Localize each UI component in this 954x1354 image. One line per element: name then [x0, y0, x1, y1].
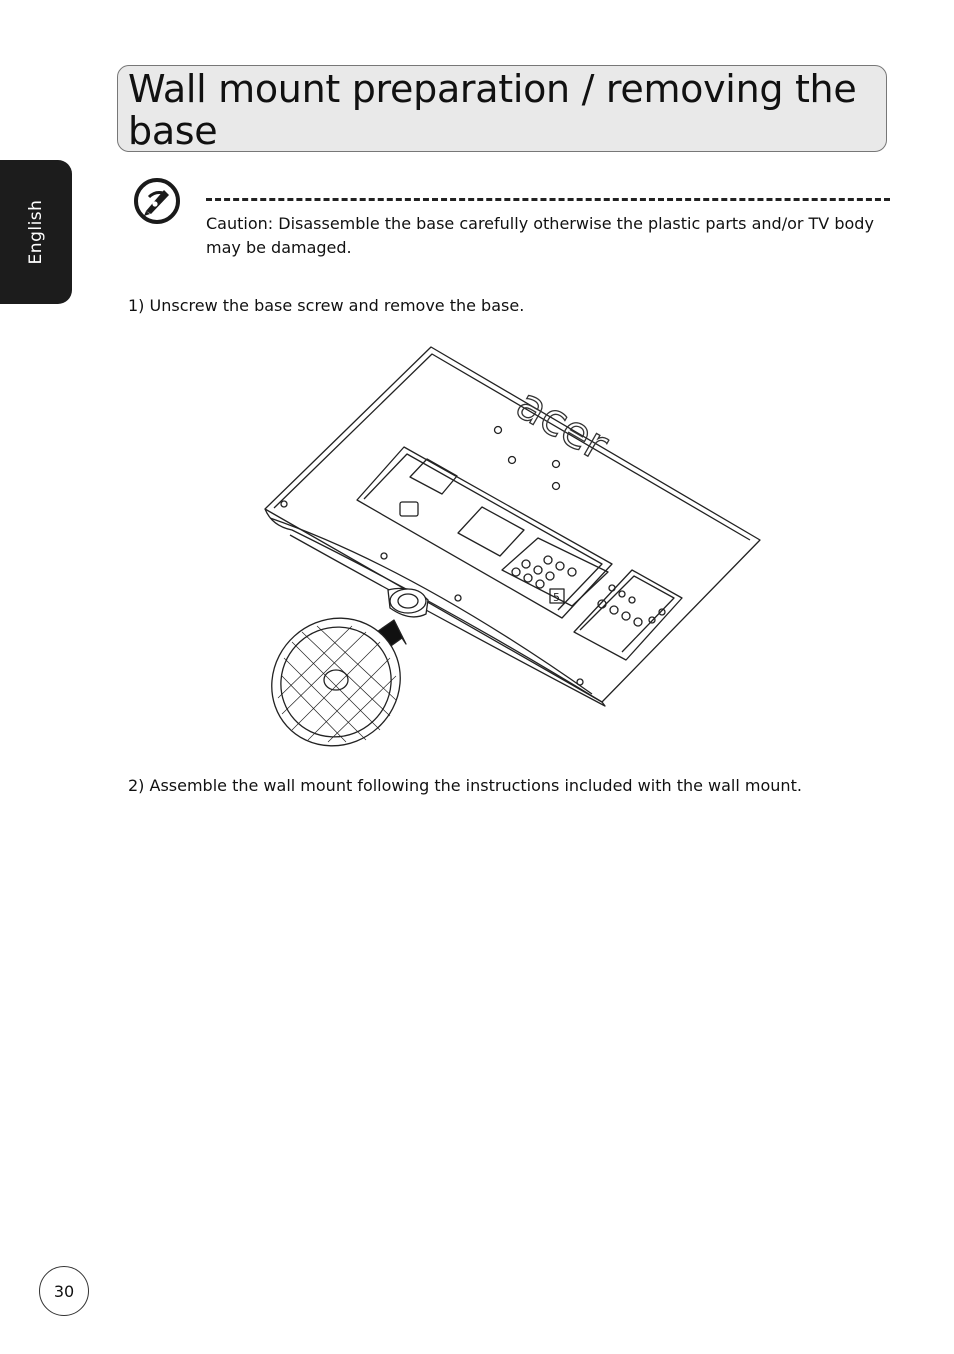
illustration-brand-logo: acer [507, 378, 617, 471]
page-number: 30 [53, 1281, 75, 1301]
page-number-circle [39, 1266, 89, 1316]
illustration-port-marker: 5 [553, 591, 560, 604]
language-tab-label: English [26, 199, 46, 265]
language-tab [0, 160, 72, 304]
tv-base-removal-illustration [262, 342, 764, 748]
page-title: Wall mount preparation / removing the base [128, 67, 857, 152]
note-divider [206, 198, 890, 201]
step-1-text: 1) Unscrew the base screw and remove the base. [128, 296, 525, 315]
note-pen-icon [133, 177, 181, 225]
caution-text: Caution: Disassemble the base carefully otherwise the plastic parts and/or TV body may be damaged. [206, 214, 874, 257]
page-title-box [117, 65, 887, 152]
step-2-text: 2) Assemble the wall mount following the instructions included with the wall mount. [128, 776, 802, 795]
